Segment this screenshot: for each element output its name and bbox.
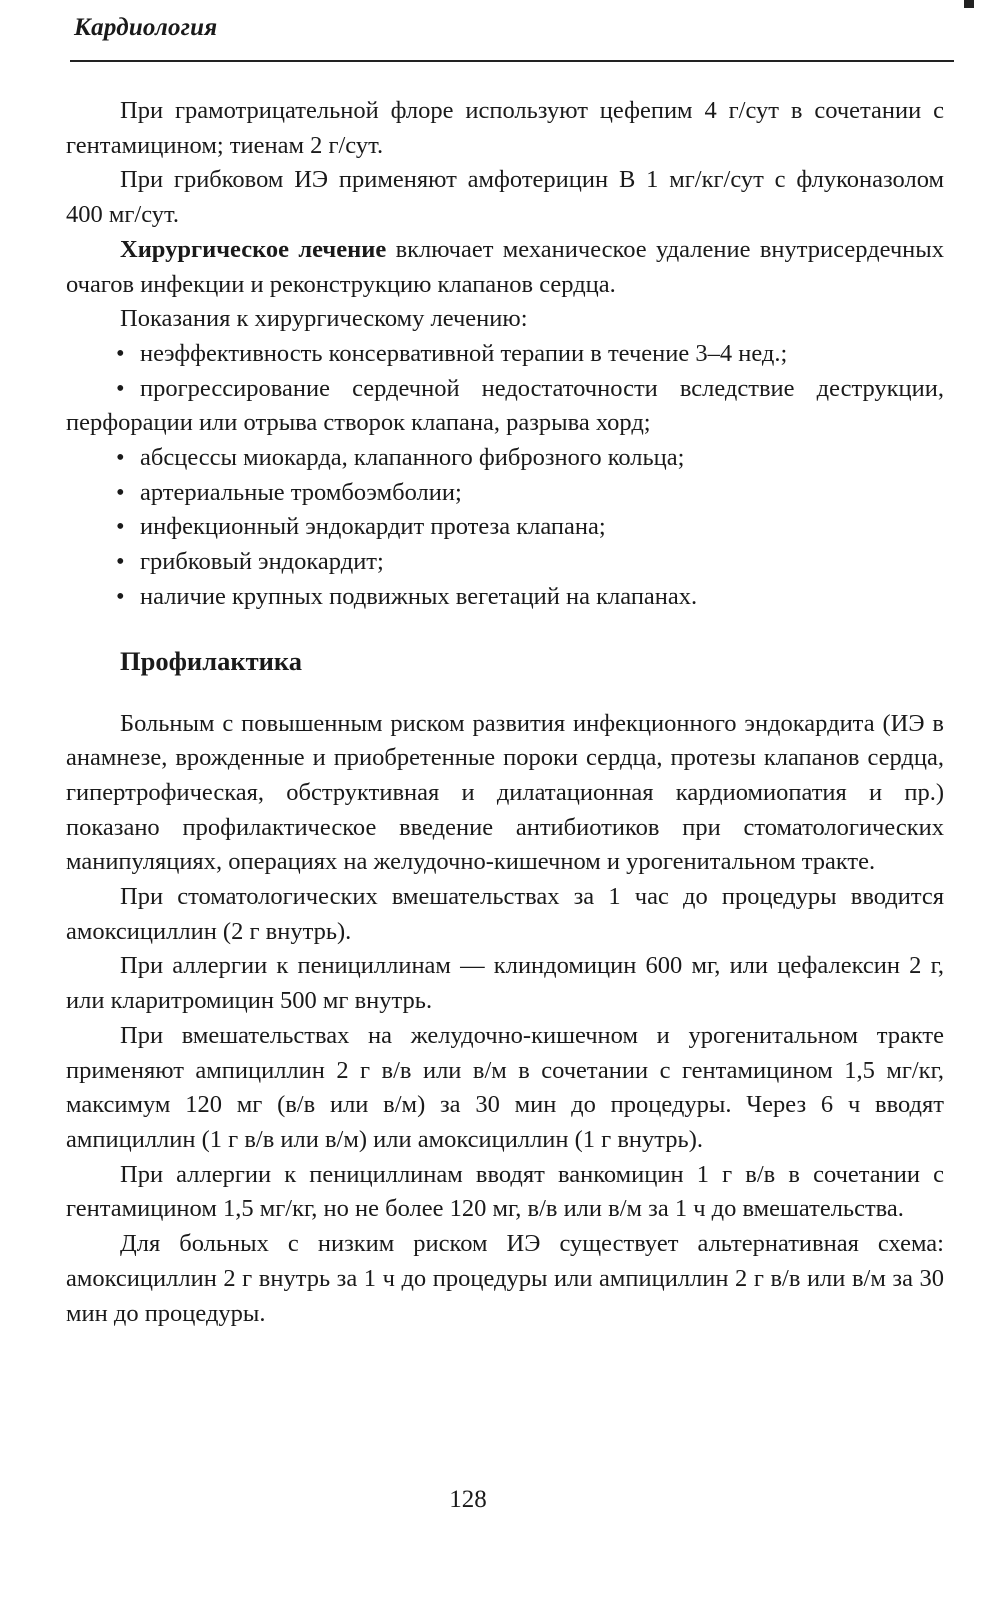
paragraph-gram-negative: При грамотрицательной флоре используют цефепим 4 г/сут в сочетании с гентамицином; тиенам 2 г/сут. (66, 97, 944, 159)
indications-heading: Показания к хирургическому лечению: (120, 305, 528, 333)
paragraph-low-risk: Для больных с низким риском ИЭ существует альтернативная схема: амоксициллин 2 г внутрь за 1 ч до процедуры или ампициллин 2 г в/в или в/м за 30 мин до процедуры. (66, 1230, 944, 1327)
surgery-text: включает механическое удаление внутрисердечных очагов инфекции и реконструкцию клапанов сердца. (66, 235, 944, 298)
list-item-text: абсцессы миокарда, клапанного фиброзного кольца; (140, 444, 685, 472)
bullet-icon: • (116, 339, 125, 367)
list-item (66, 510, 944, 545)
surgery-bold-lead: Хирургическое лечение (120, 235, 387, 263)
list-item (66, 476, 944, 511)
bullet-icon: • (116, 548, 125, 576)
bullet-icon: • (116, 478, 125, 506)
list-item (66, 545, 944, 580)
bullet-icon: • (116, 513, 125, 541)
list-item-text: наличие крупных подвижных вегетаций на клапанах. (140, 582, 698, 610)
list-item-text: неэффективность консервативной терапии в течение 3–4 нед.; (140, 339, 788, 367)
list-item (66, 580, 944, 615)
list-item (66, 337, 944, 372)
list-item (66, 372, 944, 441)
paragraph-allergy-dental: При аллергии к пенициллинам — клиндомицин 600 мг, или цефалексин 2 г, или кларитромицин 500 мг внутрь. (66, 952, 944, 1015)
paragraph-gi-gu: При вмешательствах на желудочно-кишечном и урогенитальном тракте применяют ампициллин 2 г в/в или в/м в сочетании с гентамицином 1,5 мг/кг, максимум 120 мг (в/в или в/м) за 30 мин до процедуры. Через 6 ч вводят ампициллин (1 г в/в или в/м) или амоксициллин (1 г внутрь). (66, 1021, 944, 1153)
paragraph-risk-groups: Больным с повышенным риском развития инфекционного эндокардита (ИЭ в анамнезе, врожденные и приобретенные пороки сердца, протезы клапанов сердца, гипертрофическая, обструктивная и дилатационная кардиомиопатия и пр.) показано профилактическое введение антибиотиков при стоматологических манипуляциях, операциях на желудочно-кишечном и урогенитальном тракте. (66, 709, 944, 876)
paragraph-dental: При стоматологических вмешательствах за 1 час до процедуры вводится амоксициллин (2 г внутрь). (66, 883, 944, 945)
page-body (66, 94, 944, 1331)
indications-list (66, 337, 944, 615)
bullet-icon: • (116, 582, 125, 610)
section-title-prophylaxis: Профилактика (120, 645, 302, 676)
running-head-title: Кардиология (74, 14, 218, 41)
list-item (66, 441, 944, 476)
paragraph-allergy-gi-gu: При аллергии к пенициллинам вводят ванкомицин 1 г в/в в сочетании с гентамицином 1,5 мг/кг, но не более 120 мг, в/в или в/м за 1 ч до вмешательства. (66, 1160, 944, 1223)
paragraph-fungal: При грибковом ИЭ применяют амфотерицин В 1 мг/кг/сут с флуконазолом 400 мг/сут. (66, 166, 944, 229)
list-item-text: артериальные тромбоэмболии; (140, 478, 462, 506)
bullet-icon: • (116, 374, 125, 402)
page-number: 128 (449, 1486, 487, 1513)
list-item-text: грибковый эндокардит; (140, 548, 384, 576)
scan-corner-mark (964, 0, 974, 8)
list-item-text: инфекционный эндокардит протеза клапана; (140, 513, 606, 541)
header-rule (70, 60, 954, 62)
bullet-icon: • (116, 444, 125, 472)
list-item-text: прогрессирование сердечной недостаточности вследствие деструкции, перфорации или отрыва створок клапана, разрыва хорд; (66, 374, 944, 437)
paragraph-surgery (66, 233, 944, 302)
